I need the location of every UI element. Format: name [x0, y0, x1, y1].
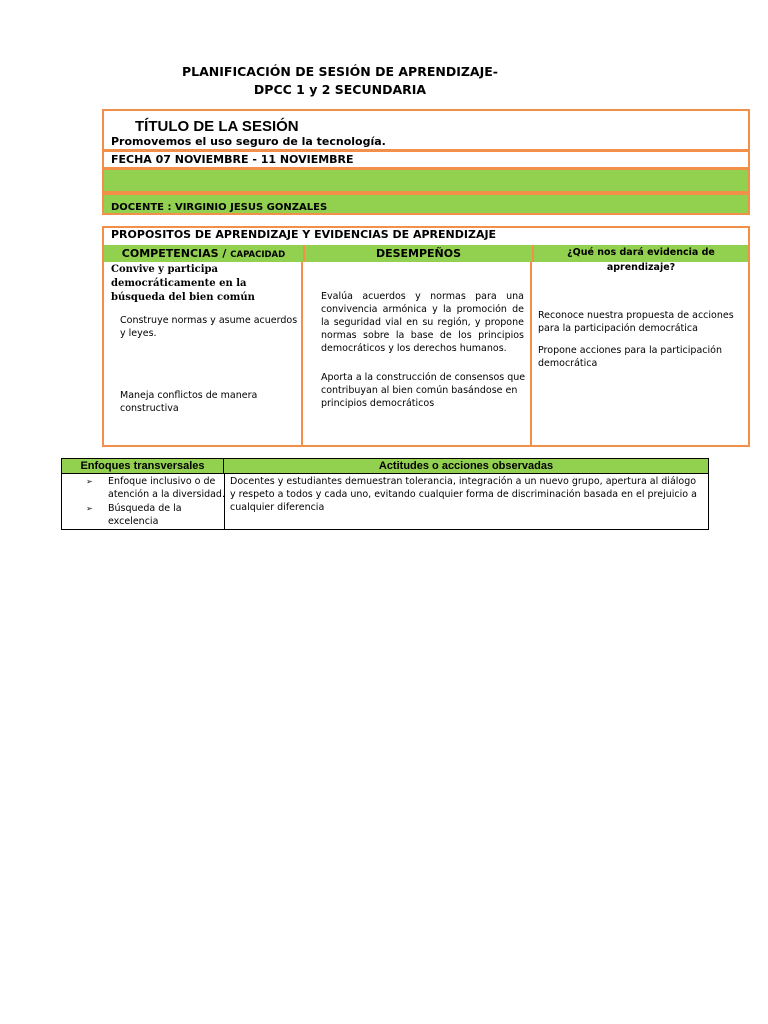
- column-divider-1: [301, 262, 303, 445]
- performance-1-text: Evalúa acuerdos y normas para una convivencia armónica y la promoción de la seguridad vial en su región, y propone normas sobre la base de los principios democráticos y los derechos humanos.: [321, 291, 524, 354]
- session-title-value: Promovemos el uso seguro de la tecnología.: [111, 135, 386, 148]
- approaches-header: Enfoques transversales: [62, 459, 224, 474]
- session-title-box: [102, 109, 750, 151]
- attitudes-text: Docentes y estudiantes demuestran tolerancia, integración a un nuevo grupo, apertura al diálogo y respeto a todos y cada uno, evitando cualquier forma de discriminación basada en el prejuicio a cualquier diferencia: [230, 476, 697, 513]
- session-title-label: TÍTULO DE LA SESIÓN: [135, 118, 299, 135]
- document-title-line-2: DPCC 1 y 2 SECUNDARIA: [253, 82, 427, 97]
- evidence-2-text: Propone acciones para la participación democrática: [538, 345, 722, 369]
- green-band: [102, 168, 750, 193]
- arrow-bullet-icon: ➢: [86, 504, 93, 513]
- teacher-text: DOCENTE : VIRGINIO JESUS GONZALES: [111, 202, 328, 213]
- evidence-1-text: Reconoce nuestra propuesta de acciones para la participación democrática: [538, 310, 734, 334]
- learning-purposes-table: [102, 226, 750, 447]
- date-text: FECHA 07 NOVIEMBRE - 11 NOVIEMBRE: [111, 153, 354, 166]
- evidence-header: ¿Qué nos dará evidencia de aprendizaje?: [532, 245, 748, 262]
- performance-2-text: Aporta a la construcción de consensos que contribuyan al bien común basándose en principios democráticos: [321, 372, 526, 409]
- column-divider-2: [530, 262, 532, 445]
- approach-item-2: Búsqueda de la excelencia: [108, 503, 182, 527]
- approach-item-1: Enfoque inclusivo o de atención a la diversidad.: [108, 476, 225, 500]
- document-title-line-1: PLANIFICACIÓN DE SESIÓN DE APRENDIZAJE-: [182, 64, 498, 79]
- date-box: [102, 150, 750, 169]
- performances-header: DESEMPEÑOS: [303, 245, 532, 262]
- capacity-header-small: CAPACIDAD: [230, 250, 286, 260]
- competencies-header: COMPETENCIAS / CAPACIDAD: [104, 245, 303, 262]
- competency-text: Convive y participa democráticamente en la búsqueda del bien común: [111, 264, 255, 303]
- capacity-1-text: Construye normas y asume acuerdos y leyes.: [120, 315, 298, 339]
- attitudes-header: Actitudes o acciones observadas: [224, 459, 708, 474]
- arrow-bullet-icon: ➢: [86, 477, 93, 486]
- purposes-heading: PROPOSITOS DE APRENDIZAJE Y EVIDENCIAS DE APRENDIZAJE: [111, 228, 497, 241]
- cross-cutting-approaches-table: [61, 458, 709, 530]
- capacity-2-text: Maneja conflictos de manera constructiva: [120, 390, 258, 414]
- teacher-box: [102, 193, 750, 215]
